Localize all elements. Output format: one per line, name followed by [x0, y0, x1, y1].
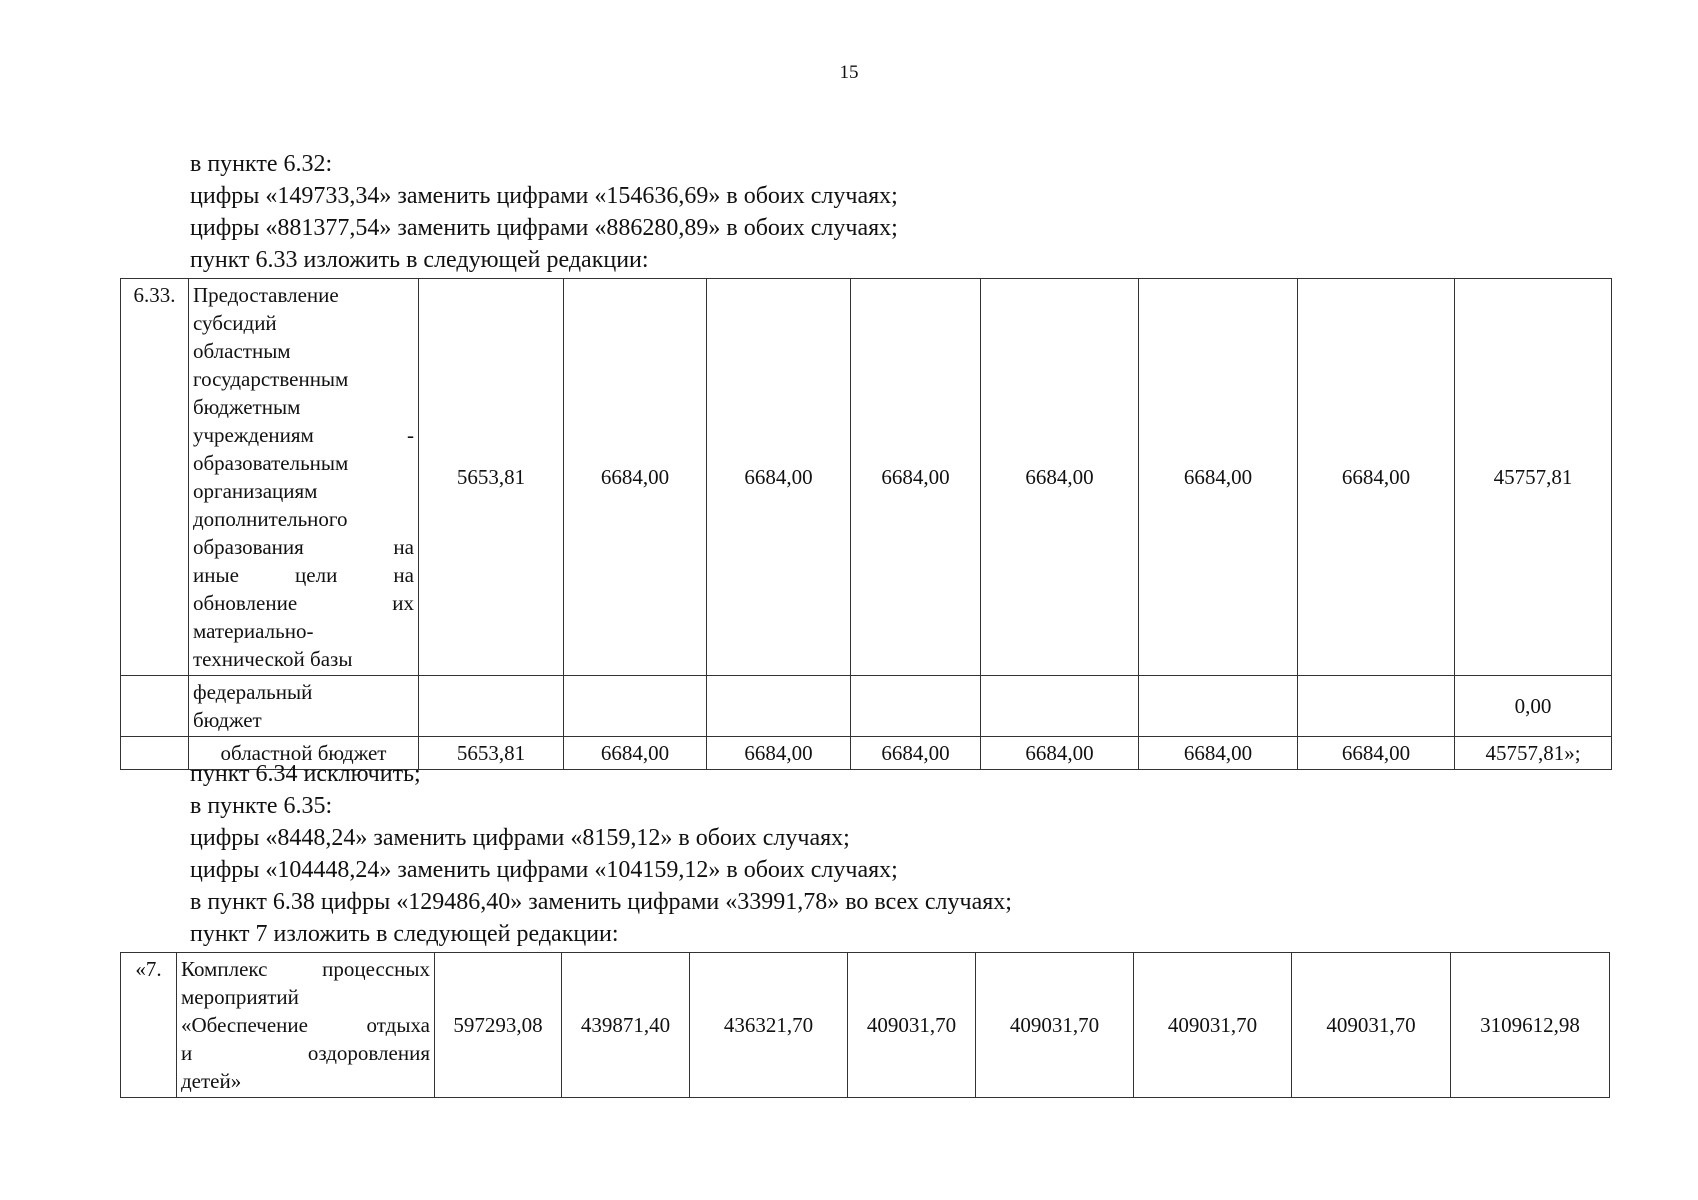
- value-cell: 409031,70: [1292, 953, 1451, 1098]
- paragraph-line: цифры «881377,54» заменить цифрами «886280,89» в обоих случаях;: [190, 215, 898, 241]
- value-cell: 6684,00: [707, 737, 851, 770]
- row-description: Комплекс процессных мероприятий «Обеспечение отдыха и оздоровления детей»: [177, 953, 435, 1098]
- federal-budget-label: федеральный бюджет: [189, 676, 419, 737]
- row-index: «7.: [121, 953, 177, 1098]
- paragraph-line: пункт 6.34 исключить;: [190, 761, 421, 787]
- value-cell: 6684,00: [1298, 279, 1455, 676]
- value-cell: 6684,00: [851, 279, 981, 676]
- row-index: 6.33.: [121, 279, 189, 676]
- paragraph-line: цифры «104448,24» заменить цифрами «104159,12» в обоих случаях;: [190, 857, 898, 883]
- paragraph-line: цифры «8448,24» заменить цифрами «8159,12» в обоих случаях;: [190, 825, 850, 851]
- value-cell: 6684,00: [564, 737, 707, 770]
- value-cell: 6684,00: [1298, 737, 1455, 770]
- value-cell: 5653,81: [419, 279, 564, 676]
- total-cell: 45757,81: [1455, 279, 1612, 676]
- value-cell: 6684,00: [981, 737, 1139, 770]
- table-row: [121, 279, 1612, 676]
- paragraph-line: цифры «149733,34» заменить цифрами «154636,69» в обоих случаях;: [190, 183, 898, 209]
- amendment-block-2: [190, 758, 1012, 950]
- value-cell: 5653,81: [419, 737, 564, 770]
- paragraph-line: пункт 7 изложить в следующей редакции:: [190, 921, 619, 947]
- table-row: [121, 953, 1610, 1098]
- row-description: Предоставление субсидий областным государственным бюджетным учреждениям - образовательным организациям дополнительного образования на иные цели на обновление их материально- технической базы: [189, 279, 419, 676]
- federal-total-cell: 0,00: [1455, 676, 1612, 737]
- value-cell: 409031,70: [848, 953, 976, 1098]
- amendment-block-1: [190, 148, 898, 276]
- paragraph-line: пункт 6.33 изложить в следующей редакции:: [190, 247, 649, 273]
- table-row-federal: [121, 676, 1612, 737]
- total-cell: 45757,81»;: [1455, 737, 1612, 770]
- table-7: [120, 952, 1610, 1098]
- regional-budget-label: областной бюджет: [189, 737, 419, 770]
- value-cell: 436321,70: [690, 953, 848, 1098]
- value-cell: 409031,70: [1134, 953, 1292, 1098]
- value-cell: 597293,08: [435, 953, 562, 1098]
- value-cell: 439871,40: [562, 953, 690, 1098]
- paragraph-line: в пункте 6.35:: [190, 793, 333, 819]
- table-6-33: [120, 278, 1612, 770]
- paragraph-line: в пункт 6.38 цифры «129486,40» заменить цифрами «33991,78» во всех случаях;: [190, 889, 1012, 915]
- value-cell: 6684,00: [1139, 279, 1298, 676]
- value-cell: 6684,00: [851, 737, 981, 770]
- value-cell: 6684,00: [981, 279, 1139, 676]
- value-cell: 6684,00: [564, 279, 707, 676]
- page-number: 15: [839, 62, 859, 83]
- value-cell: 6684,00: [707, 279, 851, 676]
- total-cell: 3109612,98: [1451, 953, 1610, 1098]
- value-cell: 6684,00: [1139, 737, 1298, 770]
- value-cell: 409031,70: [976, 953, 1134, 1098]
- paragraph-line: в пункте 6.32:: [190, 151, 333, 177]
